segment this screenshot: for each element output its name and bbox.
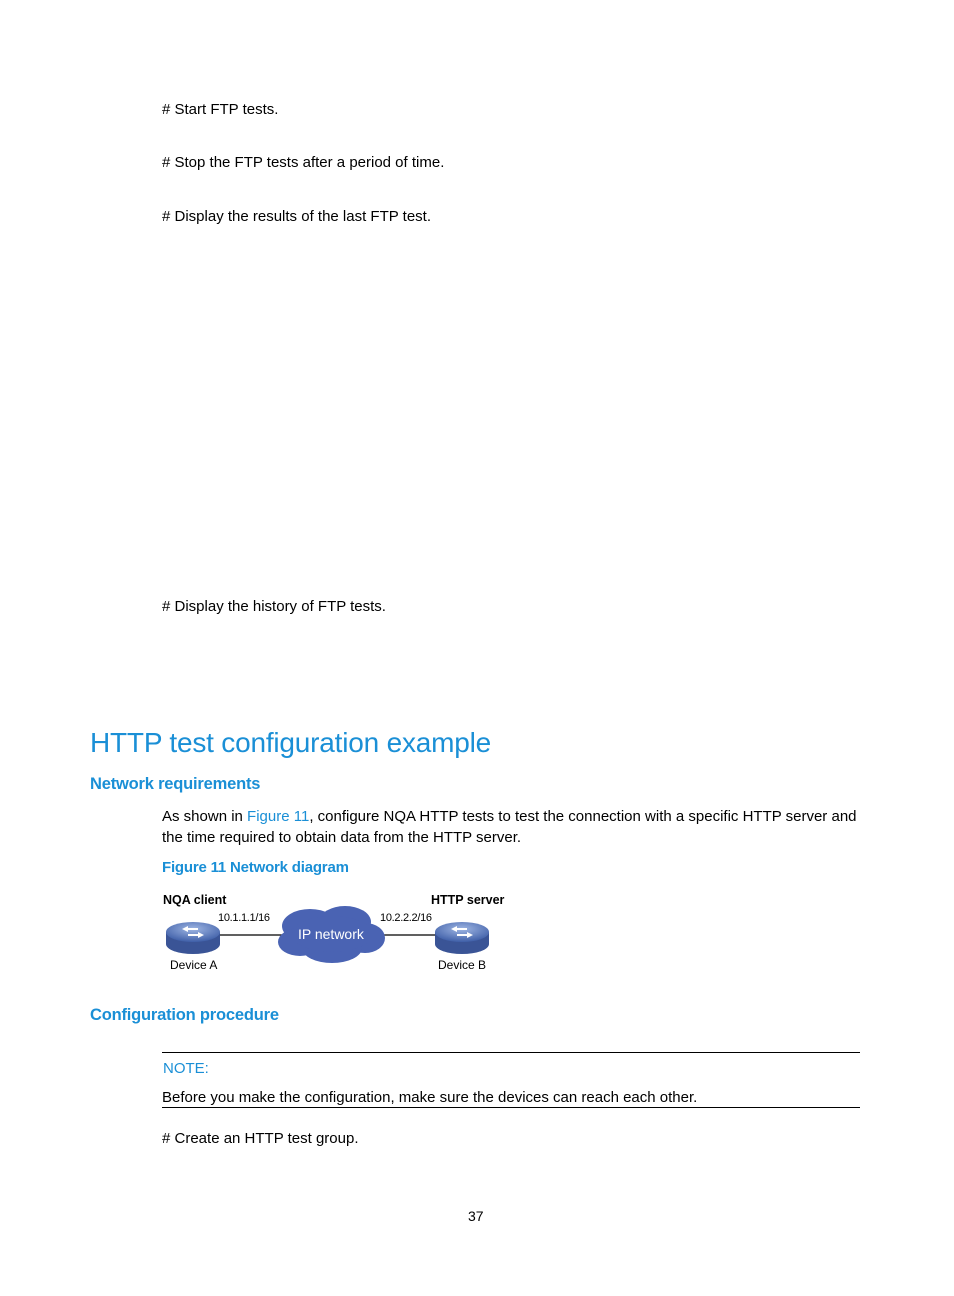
step-stop-ftp: # Stop the FTP tests after a period of time. (162, 154, 445, 171)
configuration-procedure-heading: Configuration procedure (90, 1006, 279, 1024)
note-label: NOTE: (163, 1060, 209, 1077)
http-server-label: HTTP server (431, 893, 505, 907)
figure-11-link[interactable]: Figure 11 (247, 808, 310, 825)
device-a-router-icon (166, 922, 220, 954)
section-title: HTTP test configuration example (90, 727, 492, 758)
para-prefix: As shown in (162, 808, 248, 825)
page-number: 37 (468, 1208, 484, 1224)
network-requirements-para-line2: the time required to obtain data from the HTTP server. (162, 829, 522, 846)
para-line1-rest: , configure NQA HTTP tests to test the connection with a specific HTTP server and (309, 808, 857, 825)
device-a-label: Device A (170, 958, 218, 972)
network-requirements-heading: Network requirements (90, 775, 261, 793)
step-display-last: # Display the results of the last FTP test. (162, 208, 432, 225)
figure-caption: Figure 11 Network diagram (162, 859, 349, 876)
network-requirements-para-line1 (162, 806, 857, 827)
note-bottom-rule (162, 1107, 860, 1108)
note-top-rule (162, 1052, 860, 1053)
note-text: Before you make the configuration, make sure the devices can reach each other. (162, 1089, 698, 1106)
ip-network-label: IP network (298, 926, 364, 942)
step-start-ftp: # Start FTP tests. (162, 101, 279, 118)
device-b-ip: 10.2.2.2/16 (380, 912, 432, 924)
step-display-history: # Display the history of FTP tests. (162, 598, 386, 615)
nqa-client-label: NQA client (163, 893, 227, 907)
device-b-label: Device B (438, 958, 487, 972)
network-diagram (160, 888, 520, 980)
device-a-ip: 10.1.1.1/16 (218, 912, 270, 924)
device-b-router-icon (435, 922, 489, 954)
step-create-http-group: # Create an HTTP test group. (162, 1130, 359, 1147)
